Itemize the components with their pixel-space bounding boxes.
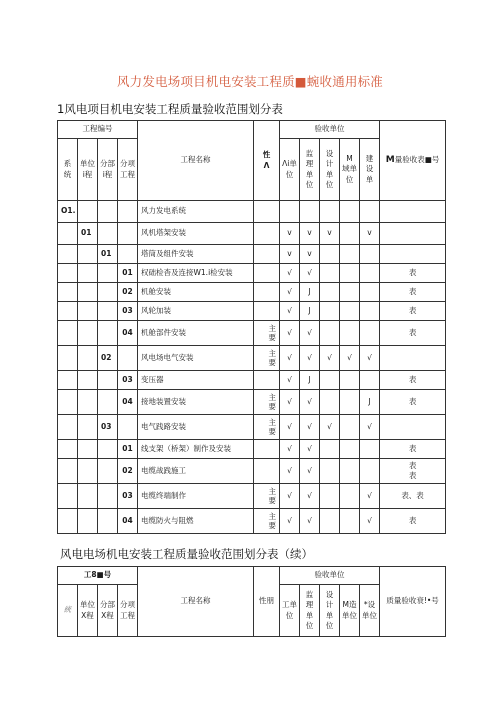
cell-supervise-check: J xyxy=(300,371,320,390)
table-row xyxy=(58,440,446,459)
code-group-header: 工程编号 xyxy=(58,121,138,139)
cell-construct-check: √ xyxy=(280,390,300,415)
table-row xyxy=(58,371,446,390)
header-text-line: 工程 xyxy=(120,169,135,179)
cell-name: 电缆防火与阻燃 xyxy=(138,509,254,534)
header-text-line: i程 xyxy=(82,169,93,179)
cell-manufacture-check xyxy=(340,321,360,346)
cell-item xyxy=(118,346,138,371)
cell-build-check xyxy=(360,264,380,283)
cell-name: 电气践路安装 xyxy=(138,415,254,440)
header-text-line: 理 xyxy=(305,159,314,168)
cell-construct-check: √ xyxy=(280,440,300,459)
cell-form-no: 表 xyxy=(380,371,446,390)
name-header: 工程名称 xyxy=(138,567,254,637)
cell-unit xyxy=(78,302,98,321)
cell-build-check xyxy=(360,371,380,390)
cell-form-no: 表 xyxy=(380,390,446,415)
design-unit-header xyxy=(320,585,340,637)
cell-nature xyxy=(254,283,280,302)
cell-item: 02 xyxy=(118,283,138,302)
cell-item: 02 xyxy=(118,459,138,484)
cell-system xyxy=(58,264,78,283)
cell-design-check xyxy=(320,509,340,534)
cell-nature xyxy=(254,371,280,390)
header-text-line: 分部 xyxy=(100,159,115,168)
cell-item xyxy=(118,415,138,440)
header-text-line: 单位 xyxy=(342,610,357,620)
cell-manufacture-check xyxy=(340,371,360,390)
cell-form-no: 表、表 xyxy=(380,484,446,509)
cell-design-check xyxy=(320,371,340,390)
header-text-line: 设 xyxy=(325,589,334,599)
system-header xyxy=(58,139,78,201)
header-text-line: 监 xyxy=(305,148,314,158)
cell-form-no xyxy=(380,245,446,264)
table-row xyxy=(58,302,446,321)
header-text-line: 单位 xyxy=(80,159,95,168)
table-row xyxy=(58,346,446,371)
cell-nature: 主 要 xyxy=(254,346,280,371)
cell-form-no: 表 xyxy=(380,283,446,302)
cell-name: 变压器 xyxy=(138,371,254,390)
header-text-line: 设 xyxy=(325,148,334,158)
cell-unit xyxy=(78,415,98,440)
cell-supervise-check: J xyxy=(300,283,320,302)
header-text-line: 位 xyxy=(305,180,314,189)
cell-construct-check: v xyxy=(280,245,300,264)
cell-design-check xyxy=(320,264,340,283)
cell-form-no: 表 xyxy=(380,264,446,283)
cell-manufacture-check xyxy=(340,440,360,459)
header-text-line: 分项 xyxy=(120,600,135,609)
cell-unit xyxy=(78,245,98,264)
cell-system xyxy=(58,390,78,415)
supervise-unit-header xyxy=(300,585,320,637)
cell-construct-check: √ xyxy=(280,321,300,346)
cell-item: 03 xyxy=(118,484,138,509)
cell-unit xyxy=(78,371,98,390)
cell-build-check: √ xyxy=(360,509,380,534)
cell-system xyxy=(58,245,78,264)
cell-item: 01 xyxy=(118,264,138,283)
cell-design-check xyxy=(320,201,340,223)
cell-build-check xyxy=(360,302,380,321)
header-text-line: 分项 xyxy=(120,159,135,168)
cell-unit: 01 xyxy=(78,223,98,245)
table-row xyxy=(58,484,446,509)
header-text-line: 计 xyxy=(325,600,334,609)
header-text-line: 性 xyxy=(262,150,271,159)
header-text-line: 工程 xyxy=(120,610,135,620)
cell-item xyxy=(118,223,138,245)
cell-manufacture-check: √ xyxy=(340,346,360,371)
table-row xyxy=(58,264,446,283)
cell-unit xyxy=(78,459,98,484)
code-group-header: 工8■号 xyxy=(58,567,138,585)
cell-name: 塔筒及组件安装 xyxy=(138,245,254,264)
unit-header xyxy=(78,139,98,201)
cell-build-check: J xyxy=(360,390,380,415)
cell-system xyxy=(58,509,78,534)
cell-manufacture-check xyxy=(340,201,360,223)
header-text-line: 位 xyxy=(285,610,294,620)
cell-construct-check: √ xyxy=(280,484,300,509)
cell-construct-check: v xyxy=(280,223,300,245)
cell-form-no xyxy=(380,346,446,371)
cell-construct-check: √ xyxy=(280,509,300,534)
cell-nature: 主 要 xyxy=(254,390,280,415)
section-2-title: 风电电场机电安装工程质量验收范围划分表（续） xyxy=(60,547,313,561)
cell-name: 电缆战践施工 xyxy=(138,459,254,484)
cell-form-no: 表 xyxy=(380,509,446,534)
header-text-line: 统 xyxy=(63,169,72,179)
accept-unit-group-header: 验收单位 xyxy=(280,121,380,139)
header-text-line: 位 xyxy=(305,621,314,630)
system-header: 統 xyxy=(58,585,78,637)
header-text-line: 单 xyxy=(305,169,314,179)
cell-nature: 主 要 xyxy=(254,509,280,534)
cell-system xyxy=(58,440,78,459)
header-text-line: i程 xyxy=(102,169,113,179)
cell-form-no: 表 xyxy=(380,302,446,321)
cell-build-check: √ xyxy=(360,346,380,371)
form-header: M量验收表■号 xyxy=(380,121,446,201)
cell-unit xyxy=(78,440,98,459)
cell-nature xyxy=(254,201,280,223)
header-text-line: 位 xyxy=(325,180,334,189)
header-text-line: Λi单 xyxy=(282,159,297,168)
cell-sub xyxy=(98,484,118,509)
cell-supervise-check: √ xyxy=(300,440,320,459)
cell-design-check: √ xyxy=(320,346,340,371)
cell-nature xyxy=(254,302,280,321)
cell-construct-check: √ xyxy=(280,283,300,302)
cell-construct-check: √ xyxy=(280,302,300,321)
cell-system xyxy=(58,283,78,302)
cell-manufacture-check xyxy=(340,245,360,264)
cell-design-check xyxy=(320,440,340,459)
cell-manufacture-check xyxy=(340,484,360,509)
build-unit-header xyxy=(360,585,380,637)
cell-manufacture-check xyxy=(340,509,360,534)
cell-name: 机舱安装 xyxy=(138,283,254,302)
cell-construct-check: √ xyxy=(280,264,300,283)
cell-form-no: 表 表 xyxy=(380,459,446,484)
cell-unit xyxy=(78,484,98,509)
cell-sub xyxy=(98,223,118,245)
table-row xyxy=(58,201,446,223)
header-text-line: 建 xyxy=(365,153,374,163)
cell-unit xyxy=(78,283,98,302)
cell-nature xyxy=(254,223,280,245)
table-row xyxy=(58,415,446,440)
section-1-title: 1风电项目机电安装工程质量验收范围划分表 xyxy=(57,102,283,116)
item-header xyxy=(118,585,138,637)
cell-item: 04 xyxy=(118,321,138,346)
cell-item xyxy=(118,245,138,264)
cell-item: 01 xyxy=(118,440,138,459)
cell-construct-check: √ xyxy=(280,346,300,371)
cell-item xyxy=(118,201,138,223)
page-title: 风力发电场项目机电安装工程质■蜿收通用标准 xyxy=(116,74,383,89)
table-row xyxy=(58,283,446,302)
cell-manufacture-check xyxy=(340,302,360,321)
cell-construct-check: √ xyxy=(280,459,300,484)
header-text-line: 分部 xyxy=(100,600,115,609)
cell-build-check xyxy=(360,201,380,223)
cell-sub xyxy=(98,440,118,459)
cell-name: 风轮加装 xyxy=(138,302,254,321)
cell-system xyxy=(58,346,78,371)
cell-name: 电缆终端制作 xyxy=(138,484,254,509)
header-text-line: M xyxy=(346,153,353,163)
header-text-line: 单位 xyxy=(80,600,95,609)
header-text-line: X程 xyxy=(81,610,94,620)
cell-system xyxy=(58,223,78,245)
cell-nature: 主 要 xyxy=(254,415,280,440)
form-header-text: 量验收表■号 xyxy=(394,155,440,165)
header-text-line: *设 xyxy=(363,600,376,609)
cell-sub: 03 xyxy=(98,415,118,440)
cell-build-check xyxy=(360,245,380,264)
sub-header xyxy=(98,585,118,637)
cell-supervise-check: √ xyxy=(300,509,320,534)
nature-header: 性朋 xyxy=(254,567,280,637)
cell-supervise-check: √ xyxy=(300,346,320,371)
cell-supervise-check: √ xyxy=(300,484,320,509)
cell-unit xyxy=(78,321,98,346)
cell-item: 03 xyxy=(118,302,138,321)
cell-design-check xyxy=(320,245,340,264)
cell-item: 04 xyxy=(118,390,138,415)
manufacture-unit-header xyxy=(340,585,360,637)
table-row xyxy=(58,321,446,346)
cell-build-check xyxy=(360,321,380,346)
cell-manufacture-check xyxy=(340,223,360,245)
cell-nature: 主 要 xyxy=(254,321,280,346)
cell-name: 机舱部件安装 xyxy=(138,321,254,346)
cell-nature xyxy=(254,459,280,484)
header-text-line: 单 xyxy=(305,610,314,620)
cell-manufacture-check xyxy=(340,415,360,440)
cell-sub xyxy=(98,302,118,321)
cell-manufacture-check xyxy=(340,390,360,415)
cell-unit xyxy=(78,509,98,534)
cell-design-check: √ xyxy=(320,415,340,440)
table-row xyxy=(58,459,446,484)
cell-build-check: √ xyxy=(360,484,380,509)
table-body xyxy=(58,201,446,534)
cell-unit xyxy=(78,201,98,223)
cell-design-check xyxy=(320,302,340,321)
cell-construct-check: √ xyxy=(280,415,300,440)
cell-design-check xyxy=(320,321,340,346)
cell-form-no xyxy=(380,415,446,440)
supervise-unit-header xyxy=(300,139,320,201)
cell-system xyxy=(58,371,78,390)
cell-item: 03 xyxy=(118,371,138,390)
header-text-line: Λ xyxy=(263,160,270,170)
cell-item: 04 xyxy=(118,509,138,534)
cell-name: 权础检杳及连接W1.i检安装 xyxy=(138,264,254,283)
cell-form-no: 表 xyxy=(380,321,446,346)
nature-header xyxy=(254,121,280,201)
header-text-line: 单位 xyxy=(362,610,378,620)
cell-supervise-check: v xyxy=(300,223,320,245)
cell-sub xyxy=(98,283,118,302)
cell-sub xyxy=(98,509,118,534)
cell-supervise-check: √ xyxy=(300,264,320,283)
form-header: 质量验收衰!•号 xyxy=(380,567,446,637)
cell-sub xyxy=(98,321,118,346)
header-text-line: 单 xyxy=(325,610,334,620)
header-text-line: 工单 xyxy=(282,600,297,609)
header-text-line: 系 xyxy=(63,159,72,168)
cell-supervise-check xyxy=(300,201,320,223)
header-text-line: 单 xyxy=(325,169,334,179)
cell-supervise-check: √ xyxy=(300,390,320,415)
header-text-line: 单 xyxy=(365,174,374,184)
manufacture-unit-header xyxy=(340,139,360,201)
cell-construct-check: √ xyxy=(280,371,300,390)
cell-system xyxy=(58,321,78,346)
cell-name: 风电场电气安装 xyxy=(138,346,254,371)
cell-system xyxy=(58,415,78,440)
header-text-line: 监 xyxy=(305,589,314,599)
acceptance-scope-table-continued xyxy=(57,566,446,637)
cell-unit xyxy=(78,346,98,371)
sub-header xyxy=(98,139,118,201)
header-text-line: 理 xyxy=(305,600,314,609)
cell-system xyxy=(58,459,78,484)
cell-sub xyxy=(98,390,118,415)
construct-unit-header xyxy=(280,585,300,637)
cell-sub xyxy=(98,371,118,390)
cell-form-no: 表 xyxy=(380,440,446,459)
cell-sub: 02 xyxy=(98,346,118,371)
cell-nature: 主 要 xyxy=(254,484,280,509)
cell-system: O1. xyxy=(58,201,78,223)
cell-supervise-check: √ xyxy=(300,459,320,484)
cell-sub xyxy=(98,264,118,283)
table-row xyxy=(58,245,446,264)
cell-supervise-check: v xyxy=(300,245,320,264)
cell-sub xyxy=(98,459,118,484)
item-header xyxy=(118,139,138,201)
header-text-line: 域单 xyxy=(342,164,357,174)
header-text-line: X程 xyxy=(101,610,114,620)
cell-build-check: v xyxy=(360,223,380,245)
header-text-line: 设 xyxy=(365,164,374,174)
cell-build-check: √ xyxy=(360,415,380,440)
cell-name: 线支架（桥架）制作及安装 xyxy=(138,440,254,459)
cell-construct-check xyxy=(280,201,300,223)
cell-unit xyxy=(78,264,98,283)
cell-manufacture-check xyxy=(340,459,360,484)
cell-nature xyxy=(254,440,280,459)
cell-supervise-check: J xyxy=(300,302,320,321)
cell-unit xyxy=(78,390,98,415)
table-row xyxy=(58,509,446,534)
acceptance-scope-table xyxy=(57,120,446,534)
cell-name: 风力发电系统 xyxy=(138,201,254,223)
cell-nature xyxy=(254,264,280,283)
header-text-line: 位 xyxy=(325,621,334,630)
cell-build-check xyxy=(360,283,380,302)
cell-name: 风机塔架安装 xyxy=(138,223,254,245)
header-text-line: 位 xyxy=(345,174,354,184)
cell-nature xyxy=(254,245,280,264)
unit-header xyxy=(78,585,98,637)
header-text-line: 位 xyxy=(285,169,294,179)
header-text-line: 计 xyxy=(325,159,334,168)
name-header: 工程名称 xyxy=(138,121,254,201)
cell-design-check: v xyxy=(320,223,340,245)
cell-supervise-check: √ xyxy=(300,321,320,346)
build-unit-header xyxy=(360,139,380,201)
cell-sub xyxy=(98,201,118,223)
cell-sub: 01 xyxy=(98,245,118,264)
cell-manufacture-check xyxy=(340,283,360,302)
cell-build-check xyxy=(360,440,380,459)
table-row xyxy=(58,223,446,245)
cell-design-check xyxy=(320,390,340,415)
table-row xyxy=(58,390,446,415)
cell-system xyxy=(58,484,78,509)
cell-form-no xyxy=(380,201,446,223)
cell-design-check xyxy=(320,484,340,509)
cell-manufacture-check xyxy=(340,264,360,283)
cell-build-check xyxy=(360,459,380,484)
header-text-line: M造 xyxy=(342,600,357,609)
cell-design-check xyxy=(320,283,340,302)
cell-supervise-check: √ xyxy=(300,415,320,440)
cell-form-no xyxy=(380,223,446,245)
accept-unit-group-header: 验收单位 xyxy=(280,567,380,585)
cell-name: 接地装置安装 xyxy=(138,390,254,415)
cell-system xyxy=(58,302,78,321)
construct-unit-header xyxy=(280,139,300,201)
cell-design-check xyxy=(320,459,340,484)
design-unit-header xyxy=(320,139,340,201)
